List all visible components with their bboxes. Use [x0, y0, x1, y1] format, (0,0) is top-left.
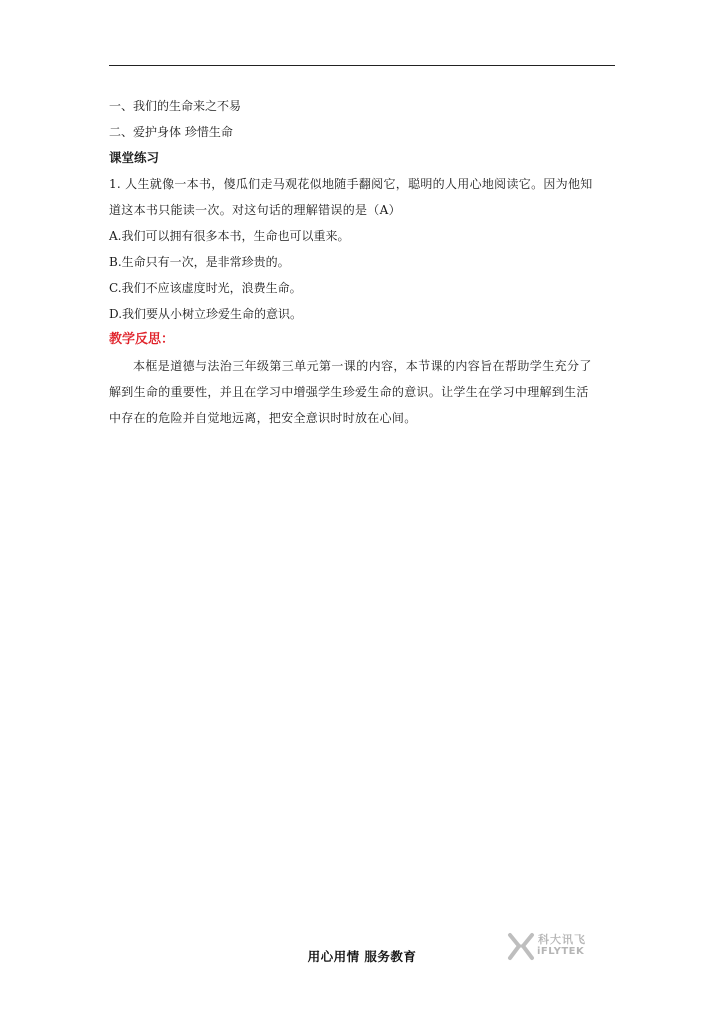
question-line-2: 道这本书只能读一次。对这句话的理解错误的是（A） [109, 203, 401, 217]
reflection-heading: 教学反思： [109, 332, 175, 347]
header-rule [109, 65, 615, 66]
iflytek-logo [507, 929, 619, 965]
question-line-1: 1. 人生就像一本书，傻瓜们走马观花似地随手翻阅它，聪明的人用心地阅读它。因为他知 [109, 177, 593, 191]
reflection-line-2: 解到生命的重要性，并且在学习中增强学生珍爱生命的意识。让学生在学习中理解到生活 [109, 385, 589, 399]
option-b: B.生命只有一次，是非常珍贵的。 [109, 255, 290, 269]
document-body [109, 93, 615, 431]
exercise-heading: 课堂练习 [109, 150, 160, 165]
option-d: D.我们要从小树立珍爱生命的意识。 [109, 307, 303, 321]
footer-slogan: 用心用情 服务教育 [307, 949, 417, 964]
reflection-line-3: 中存在的危险并自觉地远离，把安全意识时时放在心间。 [109, 411, 417, 425]
outline-item-1: 一、我们的生命来之不易 [109, 99, 242, 113]
outline-item-2: 二、爱护身体 珍惜生命 [109, 125, 233, 139]
option-c: C.我们不应该虚度时光，浪费生命。 [109, 281, 302, 295]
reflection-line-1: 本框是道德与法治三年级第三单元第一课的内容，本节课的内容旨在帮助学生充分了 [133, 359, 592, 373]
option-a: A.我们可以拥有很多本书，生命也可以重来。 [109, 229, 350, 243]
logo-chinese-text: 科大讯飞 [538, 933, 586, 946]
logo-english-text: iFLYTEK [537, 946, 585, 957]
iflytek-x-icon [507, 931, 535, 961]
